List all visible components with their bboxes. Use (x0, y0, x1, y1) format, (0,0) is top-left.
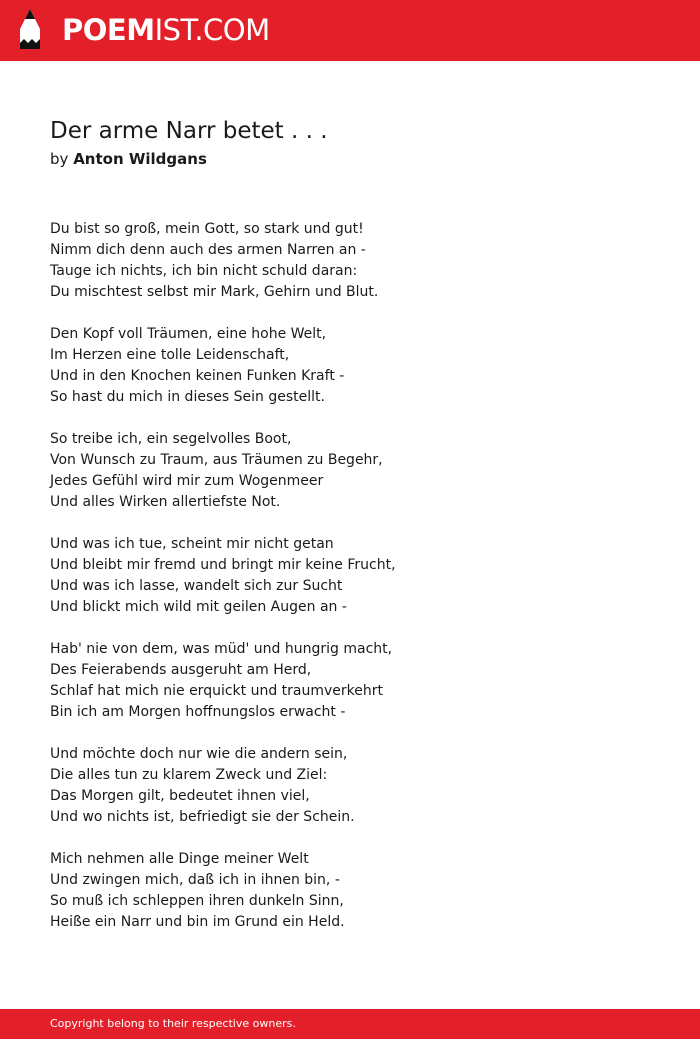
poem-line: Hab' nie von dem, was müd' und hungrig macht, (50, 641, 393, 657)
stanza-6 (50, 744, 670, 828)
stanza-2 (50, 324, 670, 408)
stanza-4 (50, 534, 670, 618)
poem-line: Tauge ich nichts, ich bin nicht schuld daran: (50, 263, 358, 279)
poem-line: Die alles tun zu klarem Zweck und Ziel: (50, 767, 328, 783)
logo-text-strong: POEM (62, 13, 155, 47)
stanza-1 (50, 219, 670, 303)
poem-body (50, 219, 670, 954)
poem-line: Und was ich tue, scheint mir nicht getan (50, 536, 334, 552)
poem-author: Anton Wildgans (73, 150, 207, 168)
poem-line: So hast du mich in dieses Sein gestellt. (50, 389, 325, 405)
poem-line: Heiße ein Narr und bin im Grund ein Held. (50, 914, 345, 930)
stanza-3 (50, 429, 670, 513)
poem-line: Des Feierabends ausgeruht am Herd, (50, 662, 312, 678)
site-logo[interactable] (62, 12, 270, 48)
poem-line: Von Wunsch zu Traum, aus Träumen zu Begehr, (50, 452, 383, 468)
poem-line: Jedes Gefühl wird mir zum Wogenmeer (50, 473, 324, 489)
poem-line: Und möchte doch nur wie die andern sein, (50, 746, 348, 762)
poem-title: Der arme Narr betet . . . (50, 118, 328, 144)
poem-line: Und in den Knochen keinen Funken Kraft - (50, 368, 345, 384)
pencil-logo-icon[interactable] (17, 9, 43, 51)
poem-line: Schlaf hat mich nie erquickt und traumverkehrt (50, 683, 383, 699)
stanza-7 (50, 849, 670, 933)
poem-line: Und bleibt mir fremd und bringt mir keine Frucht, (50, 557, 396, 573)
poem-line: Und wo nichts ist, befriedigt sie der Schein. (50, 809, 355, 825)
poem-line: Bin ich am Morgen hoffnungslos erwacht - (50, 704, 346, 720)
poem-line: Das Morgen gilt, bedeutet ihnen viel, (50, 788, 310, 804)
poem-line: Nimm dich denn auch des armen Narren an - (50, 242, 366, 258)
poem-line: So treibe ich, ein segelvolles Boot, (50, 431, 292, 447)
logo-text-light: IST.COM (154, 13, 270, 47)
poem-line: Und zwingen mich, daß ich in ihnen bin, - (50, 872, 340, 888)
poem-line: Den Kopf voll Träumen, eine hohe Welt, (50, 326, 327, 342)
site-footer (0, 1009, 700, 1039)
poem-line: So muß ich schleppen ihren dunkeln Sinn, (50, 893, 344, 909)
poem-line: Du bist so groß, mein Gott, so stark und gut! (50, 221, 364, 237)
poem-line: Und blickt mich wild mit geilen Augen an - (50, 599, 347, 615)
poem-line: Und alles Wirken allertiefste Not. (50, 494, 281, 510)
poem-line: Im Herzen eine tolle Leidenschaft, (50, 347, 290, 363)
site-header (0, 0, 700, 61)
stanza-5 (50, 639, 670, 723)
by-label: by (50, 150, 69, 168)
poem-line: Und was ich lasse, wandelt sich zur Sucht (50, 578, 343, 594)
poem-line: Mich nehmen alle Dinge meiner Welt (50, 851, 309, 867)
poem-byline (50, 148, 207, 170)
poem-line: Du mischtest selbst mir Mark, Gehirn und Blut. (50, 284, 379, 300)
copyright-text: Copyright belong to their respective owners. (50, 1017, 296, 1030)
